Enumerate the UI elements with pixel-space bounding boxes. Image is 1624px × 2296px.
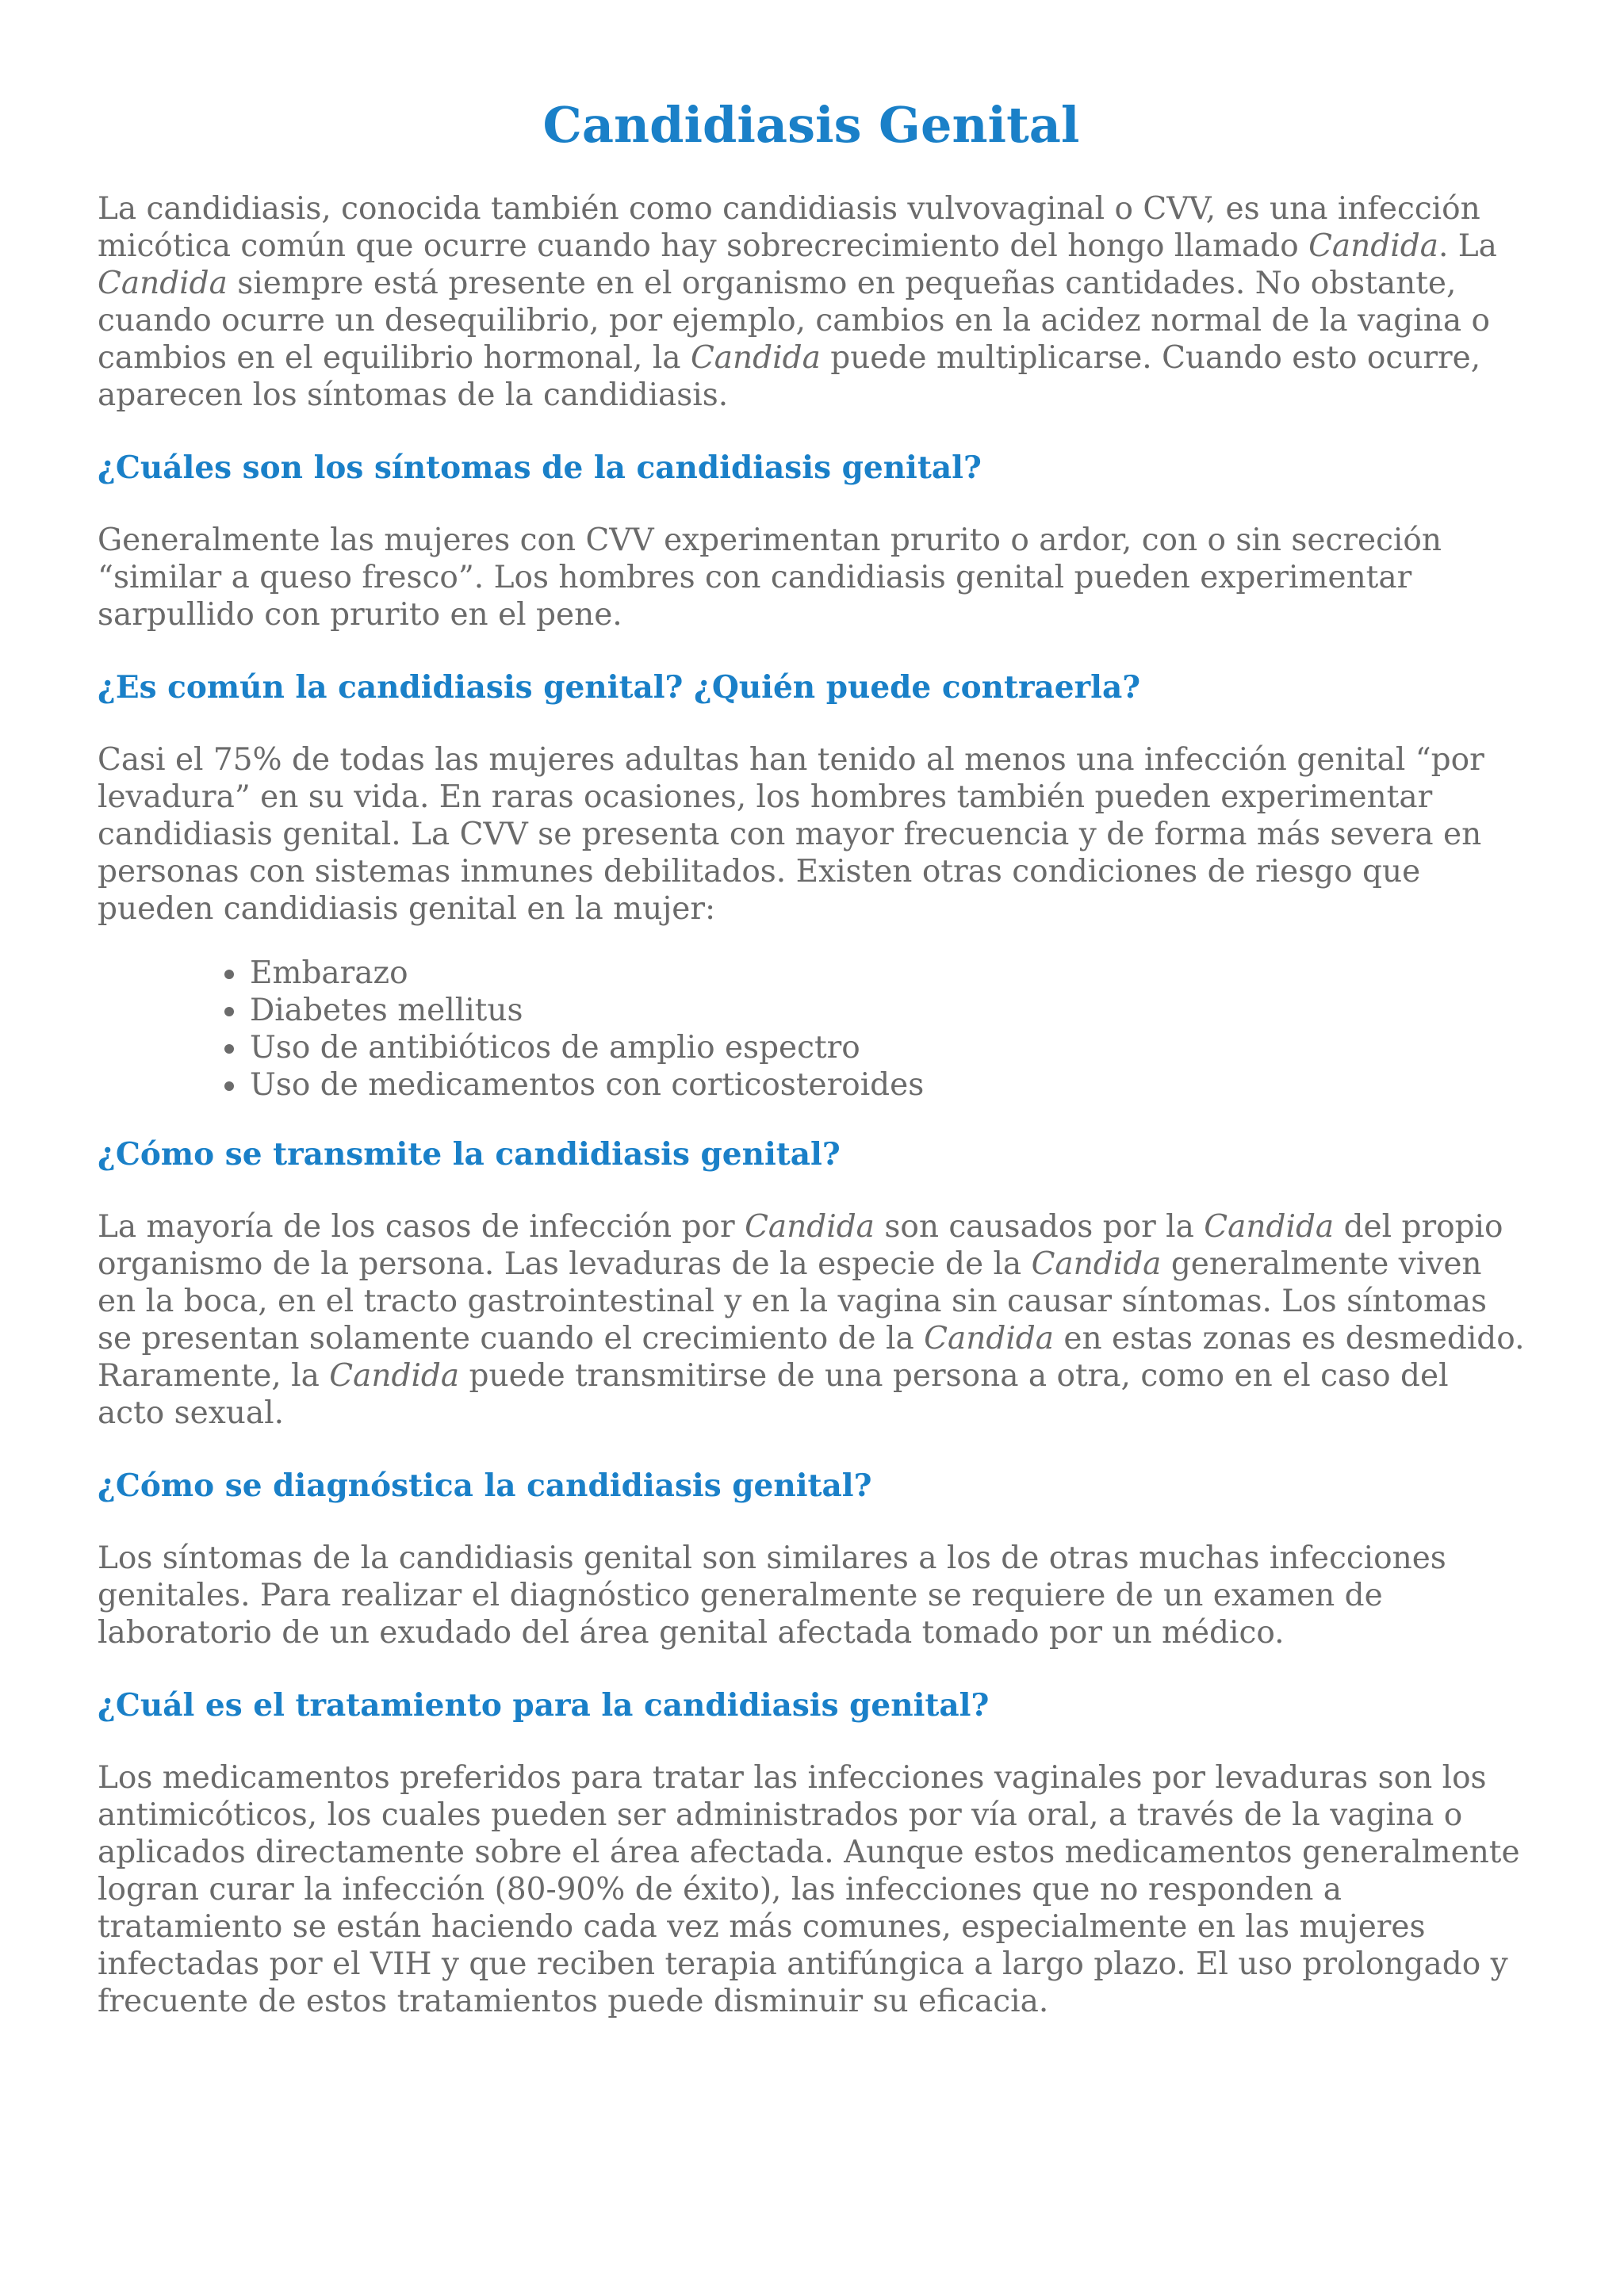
text-run: Los síntomas de la candidiasis genital son similares a los de otras muchas infecciones genitales. Para realizar el diagnóstico generalmente se requiere de un examen de laboratorio de un exudado del área genital afectada tomado por un médico. <box>98 1540 1446 1651</box>
italic-term: Candida <box>745 1209 875 1245</box>
section-paragraph <box>98 1208 1525 1432</box>
intro-paragraph <box>98 190 1525 414</box>
text-run: La mayoría de los casos de infección por <box>98 1209 745 1245</box>
document-content <box>98 94 1525 2052</box>
list-item: • Uso de antibióticos de amplio espectro <box>248 1029 1525 1066</box>
section <box>98 1683 1525 2020</box>
italic-term: Candida <box>924 1321 1055 1357</box>
italic-term: Candida <box>1031 1246 1162 1282</box>
italic-term: Candida <box>1308 228 1438 264</box>
section-paragraph <box>98 1759 1525 2020</box>
text-run: Generalmente las mujeres con CVV experimentan prurito o ardor, con o sin secreción “similar a queso fresco”. Los hombres con candidiasis genital pueden experimentar sarpullido con prurito en el pene. <box>98 522 1442 633</box>
text-run: siempre está presente en el organismo en pequeñas cantidades. No obstante, cuando ocurre un desequilibrio, por ejemplo, cambios en la acidez normal de la vagina o cambios en el equilibrio hormonal, la <box>98 266 1490 376</box>
section-heading: ¿Es común la candidiasis genital? ¿Quién puede contraerla? <box>98 669 1141 706</box>
text-run: son causados por la <box>874 1209 1205 1245</box>
list-item: • Uso de medicamentos con corticosteroides <box>248 1066 1525 1104</box>
text-run: en estas zonas es desmedido. Raramente, la <box>98 1321 1525 1394</box>
text-run: Los medicamentos preferidos para tratar las infecciones vaginales por levaduras son los antimicóticos, los cuales pueden ser administrados por vía oral, a través de la vagina o aplicados directamente sobre el área afectada. Aunque estos medicamentos generalmente logran curar la infección (80-90% de éxito), las infecciones que no responden a tratamiento se están haciendo cada vez más comunes, especialmente en las mujeres infectadas por el VIH y que reciben terapia antifúngica a largo plazo. El uso prolongado y frecuente de estos tratamientos puede disminuir su eficacia. <box>98 1760 1520 2019</box>
section-heading: ¿Cómo se transmite la candidiasis genital? <box>98 1136 841 1173</box>
section-heading: ¿Cuál es el tratamiento para la candidiasis genital? <box>98 1687 990 1724</box>
page-title: Candidiasis Genital <box>542 96 1080 154</box>
text-run: generalmente viven en la boca, en el tracto gastrointestinal y en la vagina sin causar síntomas. Los síntomas se presentan solamente cuando el crecimiento de la <box>98 1246 1488 1357</box>
section-heading: ¿Cómo se diagnóstica la candidiasis genital? <box>98 1468 872 1504</box>
sections-container <box>98 446 1525 2020</box>
section <box>98 1132 1525 1432</box>
italic-term: Candida <box>329 1358 460 1394</box>
list-item: • Embarazo <box>248 955 1525 992</box>
italic-term: Candida <box>98 266 228 301</box>
risk-conditions-list <box>98 955 1525 1104</box>
italic-term: Candida <box>690 340 821 376</box>
section <box>98 446 1525 633</box>
text-run: Casi el 75% de todas las mujeres adultas han tenido al menos una infección genital “por levadura” en su vida. En raras ocasiones, los hombres también pueden experimentar candidiasis genital. La CVV se presenta con mayor frecuencia y de forma más severa en personas con sistemas inmunes debilitados. Existen otras condiciones de riesgo que pueden candidiasis genital en la mujer: <box>98 742 1484 927</box>
italic-term: Candida <box>1204 1209 1335 1245</box>
section <box>98 1464 1525 1651</box>
section-heading: ¿Cuáles son los síntomas de la candidiasis genital? <box>98 450 982 486</box>
text-run: puede multiplicarse. Cuando esto ocurre, aparecen los síntomas de la candidiasis. <box>98 340 1481 413</box>
section <box>98 665 1525 1104</box>
list-item: • Diabetes mellitus <box>248 992 1525 1029</box>
text-run: . La <box>1438 228 1497 264</box>
section-paragraph <box>98 1540 1525 1651</box>
text-run: La candidiasis, conocida también como candidiasis vulvovaginal o CVV, es una infección micótica común que ocurre cuando hay sobrecrecimiento del hongo llamado <box>98 191 1480 264</box>
section-paragraph <box>98 522 1525 633</box>
section-paragraph <box>98 741 1525 928</box>
text-run: puede transmitirse de una persona a otra, como en el caso del acto sexual. <box>98 1358 1449 1431</box>
text-run: del propio organismo de la persona. Las levaduras de la especie de la <box>98 1209 1503 1282</box>
